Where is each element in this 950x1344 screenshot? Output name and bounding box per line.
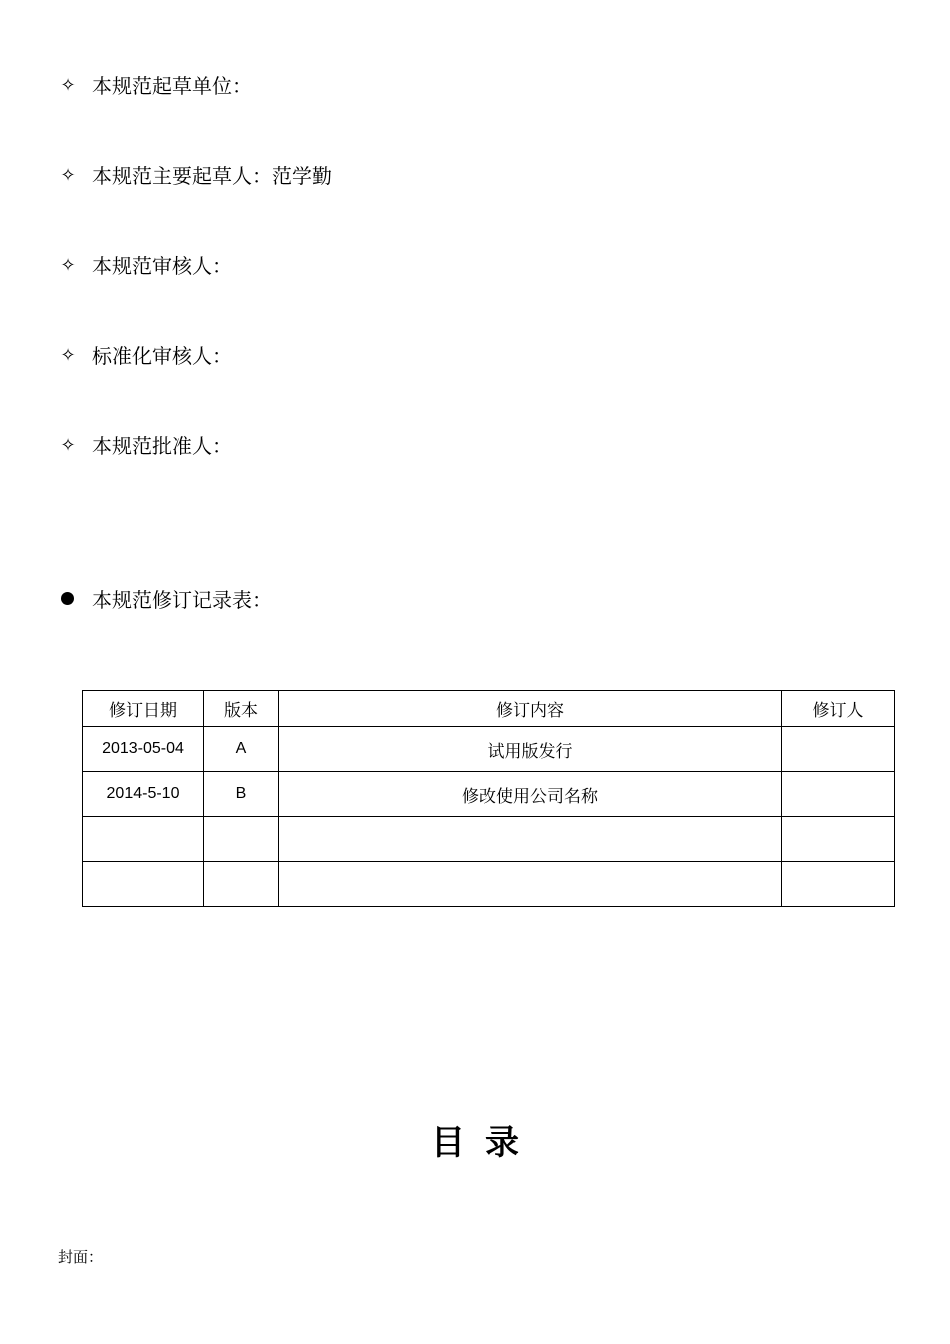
cell-version: A — [204, 727, 279, 772]
header-revision-content: 修订内容 — [279, 691, 782, 727]
info-item-label: 本规范主要起草人：范学勤 — [92, 164, 332, 188]
bullet-dot-icon — [58, 588, 78, 612]
cell-date: 2014-5-10 — [83, 772, 204, 817]
table-row — [83, 817, 895, 862]
cell-date — [83, 817, 204, 862]
header-revision-date: 修订日期 — [83, 691, 204, 727]
info-item-label: 本规范起草单位： — [92, 74, 252, 98]
header-version: 版本 — [204, 691, 279, 727]
cell-reviser — [782, 862, 895, 907]
table-header-row — [83, 691, 895, 727]
info-item-reviewer — [58, 254, 232, 278]
cell-content: 试用版发行 — [279, 727, 782, 772]
info-item-main-drafter — [58, 164, 332, 188]
info-item-approver — [58, 434, 232, 458]
sparkle-bullet-icon: ✧ — [60, 165, 76, 186]
revision-table — [82, 690, 895, 907]
info-item-label: 标准化审核人： — [92, 344, 232, 368]
cell-version: B — [204, 772, 279, 817]
sparkle-bullet-icon: ✧ — [60, 345, 76, 366]
header-reviser: 修订人 — [782, 691, 895, 727]
info-item-label: 本规范审核人： — [92, 254, 232, 278]
table-row — [83, 727, 895, 772]
cover-label: 封面： — [58, 1248, 104, 1266]
toc-title: 目录 — [431, 1123, 539, 1163]
sparkle-bullet-icon: ✧ — [60, 75, 76, 96]
cell-date — [83, 862, 204, 907]
cell-version — [204, 817, 279, 862]
sparkle-bullet-icon: ✧ — [60, 435, 76, 456]
table-row — [83, 862, 895, 907]
revision-heading-label: 本规范修订记录表： — [92, 588, 272, 612]
cell-date: 2013-05-04 — [83, 727, 204, 772]
cell-reviser — [782, 772, 895, 817]
cell-content — [279, 862, 782, 907]
table-row — [83, 772, 895, 817]
sparkle-bullet-icon: ✧ — [60, 255, 76, 276]
info-item-standardization-reviewer — [58, 344, 232, 368]
cell-reviser — [782, 817, 895, 862]
info-item-label: 本规范批准人： — [92, 434, 232, 458]
info-item-drafting-unit — [58, 74, 252, 98]
revision-record-heading — [58, 588, 272, 612]
cell-content: 修改使用公司名称 — [279, 772, 782, 817]
cell-reviser — [782, 727, 895, 772]
cell-content — [279, 817, 782, 862]
cell-version — [204, 862, 279, 907]
